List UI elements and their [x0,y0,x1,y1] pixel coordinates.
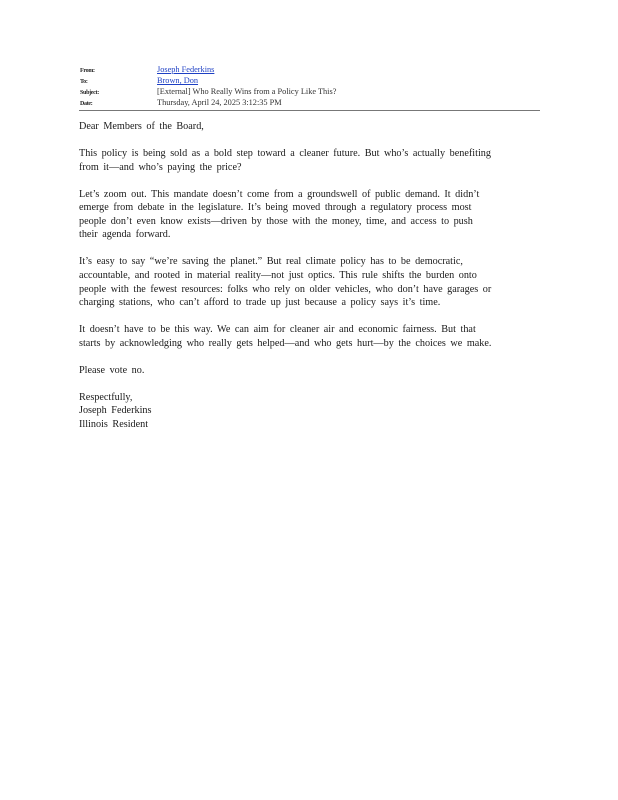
from-sender-link[interactable]: Joseph Federkins [157,65,215,74]
paragraph-line: It doesn’t have to be this way. We can aim for cleaner air and economic fairness. But that [79,324,476,336]
signature-block [79,391,537,432]
signature-title: Illinois Resident [79,418,149,430]
paragraph-line: accountable, and rooted in material reality—not just optics. This rule shifts the burden onto [79,269,477,281]
paragraph-line: charging stations, who can’t afford to trade up just because a policy says it’s time. [79,297,441,309]
header-divider [79,110,540,111]
paragraph-line: This policy is being sold as a bold step toward a cleaner future. But who’s actually benefiting [79,147,491,159]
subject-label: Subject: [80,90,99,96]
paragraph-4 [79,323,537,350]
paragraph-line: starts by acknowledging who really gets helped—and who gets hurt—by the choices we make. [79,337,492,349]
subject-row [80,86,540,97]
subject-value: [External] Who Really Wins from a Policy Like This? [157,87,337,96]
to-recipient-link[interactable]: Brown, Don [157,76,199,85]
to-row [80,75,540,86]
paragraph-2 [79,188,537,242]
greeting: Dear Members of the Board, [79,121,204,132]
date-label: Date: [80,101,93,107]
paragraph-line: people don’t even know exists—driven by those with the money, time, and access to push [79,215,473,227]
paragraph-1 [79,147,537,174]
closing-request: Please vote no. [79,364,145,376]
paragraph-line: from it—and who’s paying the price? [79,161,242,173]
paragraph-line: Let’s zoom out. This mandate doesn’t come from a groundswell of public demand. It didn’t [79,188,480,200]
signature-name: Joseph Federkins [79,405,152,417]
paragraph-line: their agenda forward. [79,229,171,241]
paragraph-3 [79,255,537,309]
date-value: Thursday, April 24, 2025 3:12:35 PM [157,98,282,107]
email-body [79,120,537,431]
signoff: Respectfully, [79,391,133,403]
email-header [80,64,540,108]
from-label: From: [80,68,95,74]
from-row [80,64,540,75]
paragraph-line: people with the fewest resources: folks who rely on older vehicles, who don’t have garages or [79,283,492,295]
paragraph-line: emerge from debate in the legislature. It’s being moved through a regulatory process most [79,202,472,214]
date-row [80,97,540,108]
to-label: To: [80,79,88,85]
paragraph-line: It’s easy to say “we’re saving the planet.” But real climate policy has to be democratic, [79,256,463,268]
